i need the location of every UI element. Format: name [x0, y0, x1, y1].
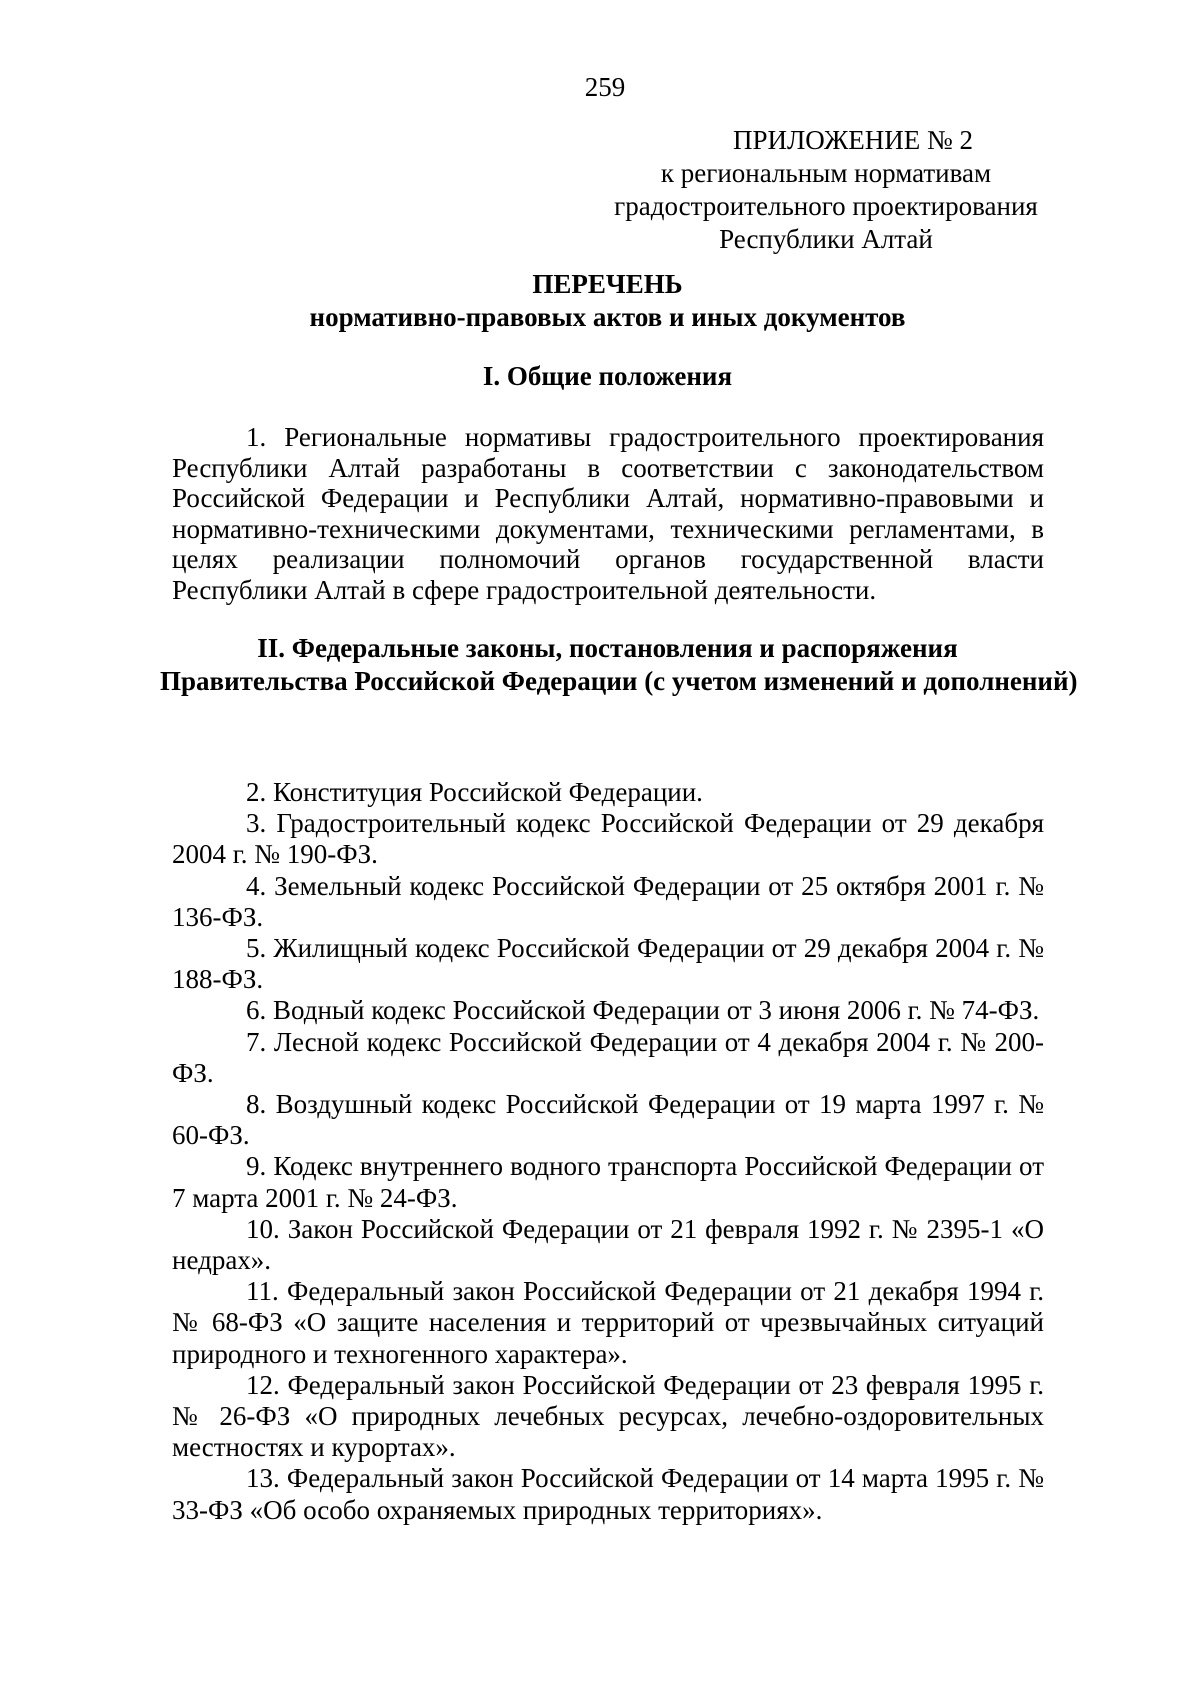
section-1-heading: I. Общие положения	[482, 361, 733, 391]
list-item: 7. Лесной кодекс Российской Федерации от 4 декабря 2004 г. № 200-ФЗ.	[172, 1026, 1044, 1088]
appendix-title: ПРИЛОЖЕНИЕ № 2	[732, 125, 974, 155]
section-2-heading-line: II. Федеральные законы, постановления и распоряжения	[257, 633, 958, 663]
paragraph: 1. Региональные нормативы градостроительного проектирования Республики Алтай разработаны в соответствии с законодательством Российской Федерации и Республики Алтай, нормативно-правовыми и нормативно-техническими документами, техническими регламентами, в целях реализации полномочий органов государственной власти Республики Алтай в сфере градостроительной деятельности.	[172, 422, 1044, 605]
list-item: 2. Конституция Российской Федерации.	[246, 777, 703, 807]
section-heading	[160, 360, 1055, 393]
list-item: 9. Кодекс внутреннего водного транспорта Российской Федерации от 7 марта 2001 г. № 24-ФЗ.	[172, 1151, 1044, 1213]
appendix-line: к региональным нормативам	[660, 158, 992, 188]
list-item: 3. Градостроительный кодекс Российской Федерации от 29 декабря 2004 г. № 190-ФЗ.	[172, 808, 1044, 870]
section-2-heading-line: Правительства Российской Федерации (с учетом изменений и дополнений)	[160, 666, 1078, 696]
appendix-header	[566, 124, 1086, 256]
section-1-body	[172, 422, 1044, 605]
list-item: 8. Воздушный кодекс Российской Федерации от 19 марта 1997 г. № 60-ФЗ.	[172, 1089, 1044, 1151]
list-item: 10. Закон Российской Федерации от 21 февраля 1992 г. № 2395-1 «О недрах».	[172, 1213, 1044, 1276]
list-item: 4. Земельный кодекс Российской Федерации от 25 октября 2001 г. № 136-ФЗ.	[172, 870, 1044, 932]
list-item: 6. Водный кодекс Российской Федерации от 3 июня 2006 г. № 74-ФЗ.	[246, 995, 1040, 1026]
page-number: 259	[584, 72, 626, 102]
title-line: ПЕРЕЧЕНЬ	[532, 269, 683, 299]
list-item: 13. Федеральный закон Российской Федерации от 14 марта 1995 г. № 33-ФЗ «Об особо охраняемых природных территориях».	[172, 1463, 1044, 1525]
appendix-line: градостроительного проектирования	[614, 191, 1038, 221]
appendix-line: Республики Алтай	[719, 224, 933, 254]
list-item: 12. Федеральный закон Российской Федерации от 23 февраля 1995 г. № 26-ФЗ «О природных лечебных ресурсах, лечебно-оздоровительных местностях и курортах».	[172, 1369, 1044, 1463]
section-heading	[160, 632, 1078, 698]
document-title	[160, 268, 1055, 334]
list-item: 11. Федеральный закон Российской Федерации от 21 декабря 1994 г. № 68-ФЗ «О защите населения и территорий от чрезвычайных ситуаций природного и техногенного характера».	[172, 1276, 1044, 1369]
title-subline: нормативно-правовых актов и иных документов	[309, 302, 906, 332]
document-list	[172, 777, 1044, 1526]
list-item: 5. Жилищный кодекс Российской Федерации от 29 декабря 2004 г. № 188-ФЗ.	[172, 933, 1044, 995]
